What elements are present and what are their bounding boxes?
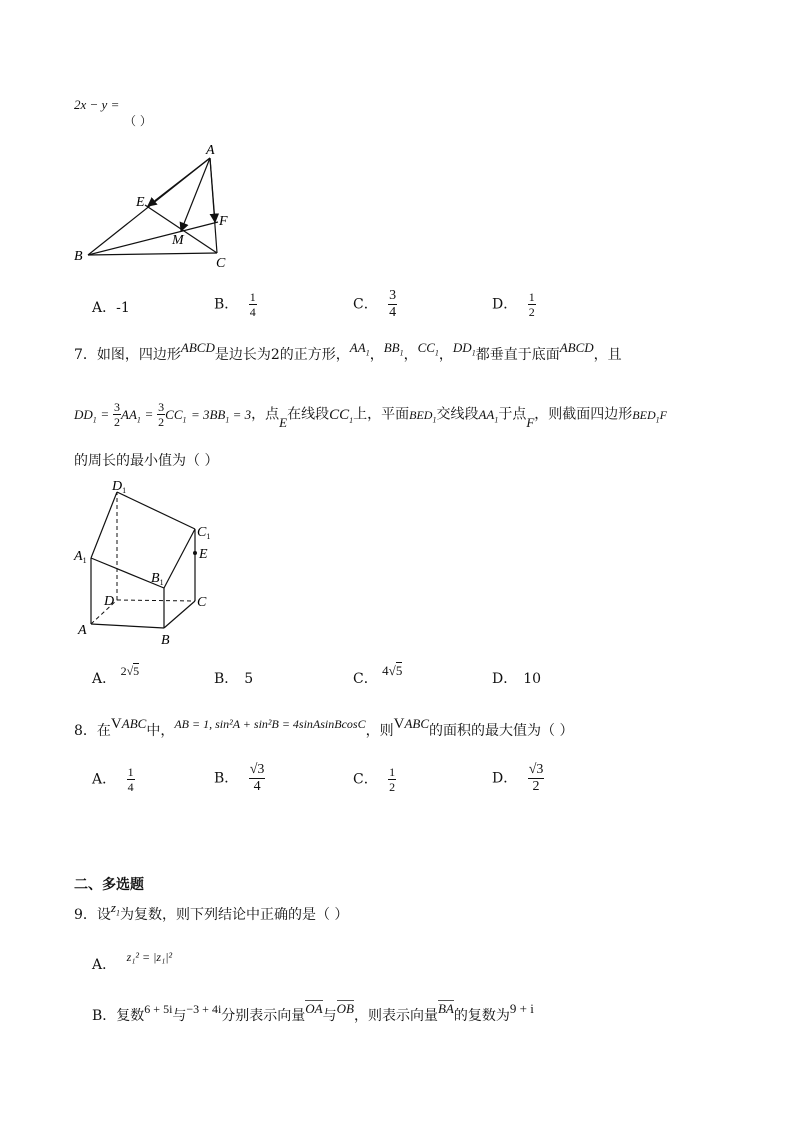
q7-edge-bc	[164, 601, 195, 628]
q9-vector-oa: OA	[305, 1001, 323, 1016]
q8-option-c	[353, 765, 396, 794]
q6-label-e: E	[136, 195, 145, 210]
q7-math-f: F	[526, 414, 535, 430]
q8-math-abc: ABC	[121, 716, 147, 731]
q7-edge-a1d1	[91, 492, 117, 558]
q7-option-c	[353, 663, 403, 688]
q8-math-abc: ABC	[404, 716, 430, 731]
q6-label-a: A	[206, 143, 215, 158]
q8-option-d-letter: D．	[492, 770, 518, 787]
q7-number-two: 2	[270, 347, 280, 363]
q9-vector-ba: BA	[437, 1001, 454, 1016]
q7-math-aa1: $AA_1$	[349, 340, 370, 358]
q9-complex-1: 6 + 5i	[144, 1002, 173, 1016]
q9-number: 9．	[74, 907, 97, 923]
q6-option-d-fraction: $\frac{1}{2}$	[528, 290, 535, 319]
q7-label-d: D	[104, 594, 115, 609]
q9-text: 分别表示向量	[221, 1008, 306, 1024]
q7-math-abcd: ABCD	[180, 340, 215, 355]
q6-option-c-fraction: $\frac{3}{4}$	[389, 288, 397, 320]
q6-segment-bf	[88, 222, 218, 255]
q7-frac-3-2: $\frac{3}{2}$	[158, 400, 165, 429]
q7-solid-figure	[70, 476, 230, 648]
q7-text: 的正方形，	[279, 347, 350, 363]
q7-eq-sign: =	[101, 406, 109, 422]
q9-answer-complex: 9 + i	[509, 1001, 534, 1016]
q7-eq-aa1: $AA_1$	[121, 406, 141, 425]
q8-option-c-fraction: $\frac{1}{2}$	[389, 765, 396, 794]
q7-edge-d1c1	[117, 492, 195, 529]
q8-triangle-symbol: V	[110, 716, 122, 732]
q8-stem	[74, 716, 574, 740]
q7-label-b: B	[161, 633, 170, 648]
q7-label-a: A	[78, 623, 87, 638]
q7-edge-b1c1	[164, 529, 195, 588]
q8-option-d	[492, 762, 544, 795]
q7-option-d-value: 10	[523, 671, 542, 687]
q6-label-b: B	[74, 249, 83, 264]
q7-option-b-letter: B．	[214, 671, 239, 687]
q7-math-dd1: $DD_1$	[452, 340, 476, 358]
q7-text: 在线段	[287, 406, 330, 423]
q6-option-c	[353, 288, 397, 321]
q8-option-b-fraction: $\frac{√3}{4}$	[249, 762, 265, 794]
q9-text: 为复数，则下列结论中正确的是（ ）	[119, 907, 349, 923]
q7-option-c-value: 4√5	[382, 663, 403, 678]
q7-math-e: E	[279, 414, 288, 430]
q9-option-a-expression: z₁² = |z₁|²	[126, 950, 173, 964]
q9-text: 复数	[116, 1008, 145, 1024]
q7-option-a-value: 2√5	[120, 664, 140, 678]
q7-text: ，	[403, 347, 418, 363]
q6-label-f: F	[219, 214, 228, 229]
q7-option-d-letter: D．	[492, 671, 518, 687]
q9-math-z1: $z_1$	[110, 900, 120, 918]
q8-option-a-fraction: $\frac{1}{4}$	[127, 765, 134, 794]
q7-text: 是边长为	[214, 347, 271, 363]
q7-eq-dd1: $DD_1$	[74, 406, 97, 425]
q7-math-bb1: $BB_1$	[383, 340, 404, 358]
q7-text: ，	[369, 347, 384, 363]
q8-option-d-fraction: $\frac{√3}{2}$	[528, 762, 544, 794]
q9-vector-ob: OB	[336, 1001, 354, 1016]
section-multi-choice-heading: 二、多选题	[74, 877, 144, 893]
q7-label-d1: $D_1$	[112, 479, 127, 495]
q7-text: ，点	[251, 406, 280, 423]
q7-option-d	[492, 668, 541, 688]
q8-text: 在	[96, 723, 111, 739]
q9-option-b	[92, 1001, 534, 1025]
q9-text: 与	[172, 1008, 187, 1024]
q7-point-e	[193, 551, 197, 555]
q8-option-a-letter: A．	[92, 771, 117, 788]
q6-option-a-letter: A．	[92, 300, 117, 316]
q7-text: 交线段	[436, 406, 479, 423]
q7-text: 于点	[498, 406, 527, 423]
q7-eq-cc1: $CC_1$	[165, 406, 187, 425]
q6-option-a	[92, 297, 130, 317]
q7-stem-line2	[74, 400, 667, 429]
q7-option-b-value: 5	[244, 671, 254, 687]
q8-option-c-letter: C．	[353, 771, 378, 788]
q7-text: 如图，四边形	[96, 347, 181, 363]
q6-option-b	[214, 290, 257, 319]
q7-label-a1: $A_1$	[74, 549, 87, 565]
q7-text: 都垂直于底面	[475, 347, 560, 363]
q9-text: 的复数为	[453, 1008, 510, 1024]
q6-option-b-letter: B．	[214, 296, 239, 313]
q7-option-a-letter: A．	[92, 671, 117, 687]
q7-edge-dc	[117, 600, 195, 601]
q9-complex-2: −3 + 4i	[186, 1002, 222, 1016]
q8-option-b-letter: B．	[214, 770, 239, 787]
q8-text: 中，	[146, 723, 175, 739]
q6-label-m: M	[172, 233, 184, 248]
q7-stem-line1	[74, 340, 622, 365]
q7-math-abcd: ABCD	[559, 340, 594, 355]
q7-number: 7．	[74, 347, 97, 363]
q9-text: 设	[96, 907, 111, 923]
q7-label-e: E	[199, 547, 208, 562]
q7-text: ，且	[593, 347, 622, 363]
q6-option-d-letter: D．	[492, 296, 518, 313]
q7-option-b	[214, 668, 253, 688]
q9-option-a	[92, 950, 173, 974]
q8-condition: AB = 1, sin²A + sin²B = 4sinAsinBcosC	[174, 717, 366, 731]
q7-label-b1: $B_1$	[151, 571, 164, 587]
q7-math-cc1: $CC_1$	[329, 406, 354, 425]
q8-number: 8．	[74, 723, 97, 739]
q7-math-cc1: $CC_1$	[417, 340, 439, 358]
q7-option-a	[92, 664, 140, 688]
q7-edge-ab	[91, 624, 164, 628]
q7-eq-rest: = $3BB_1 = 3$	[190, 406, 252, 425]
q7-eq-sign: =	[145, 406, 153, 422]
q6-option-c-letter: C．	[353, 296, 378, 313]
q7-frac-3-2: $\frac{3}{2}$	[114, 400, 121, 429]
q8-option-b	[214, 762, 265, 795]
q6-answer-paren: （ ）	[124, 114, 152, 128]
q9-text: ，则表示向量	[353, 1008, 438, 1024]
q6-triangle-figure	[60, 140, 250, 275]
q9-option-b-letter: B．	[92, 1008, 117, 1024]
q7-math-bed1f: $BED_1F$	[632, 407, 667, 424]
q9-stem	[74, 900, 349, 925]
q7-label-c: C	[197, 595, 207, 610]
q6-vector-af	[210, 158, 215, 222]
q7-label-c1: $C_1$	[197, 525, 211, 541]
q6-side-bc	[88, 253, 217, 255]
q8-triangle-symbol: V	[393, 716, 405, 732]
q6-option-a-value: -1	[116, 300, 130, 316]
q7-option-c-letter: C．	[353, 671, 378, 687]
q8-text: ，则	[365, 723, 394, 739]
q6-option-d	[492, 290, 536, 319]
q7-text: 上，平面	[353, 406, 410, 423]
q9-option-a-letter: A．	[92, 957, 117, 973]
q8-text: 的面积的最大值为（ ）	[429, 723, 574, 739]
q7-text: ，	[438, 347, 453, 363]
q7-stem-line3: 的周长的最小值为（ ）	[74, 453, 219, 469]
q7-text: ，则截面四边形	[534, 406, 633, 423]
q9-text: 与	[322, 1008, 337, 1024]
q6-label-c: C	[216, 256, 226, 271]
q7-math-bed1: $BED_1$	[409, 407, 437, 424]
q6-option-b-fraction: $\frac{1}{4}$	[249, 290, 256, 319]
q7-math-aa1: $AA_1$	[478, 406, 499, 425]
q6-stem-expression: 2x − y =	[74, 97, 120, 112]
q8-option-a	[92, 765, 135, 794]
